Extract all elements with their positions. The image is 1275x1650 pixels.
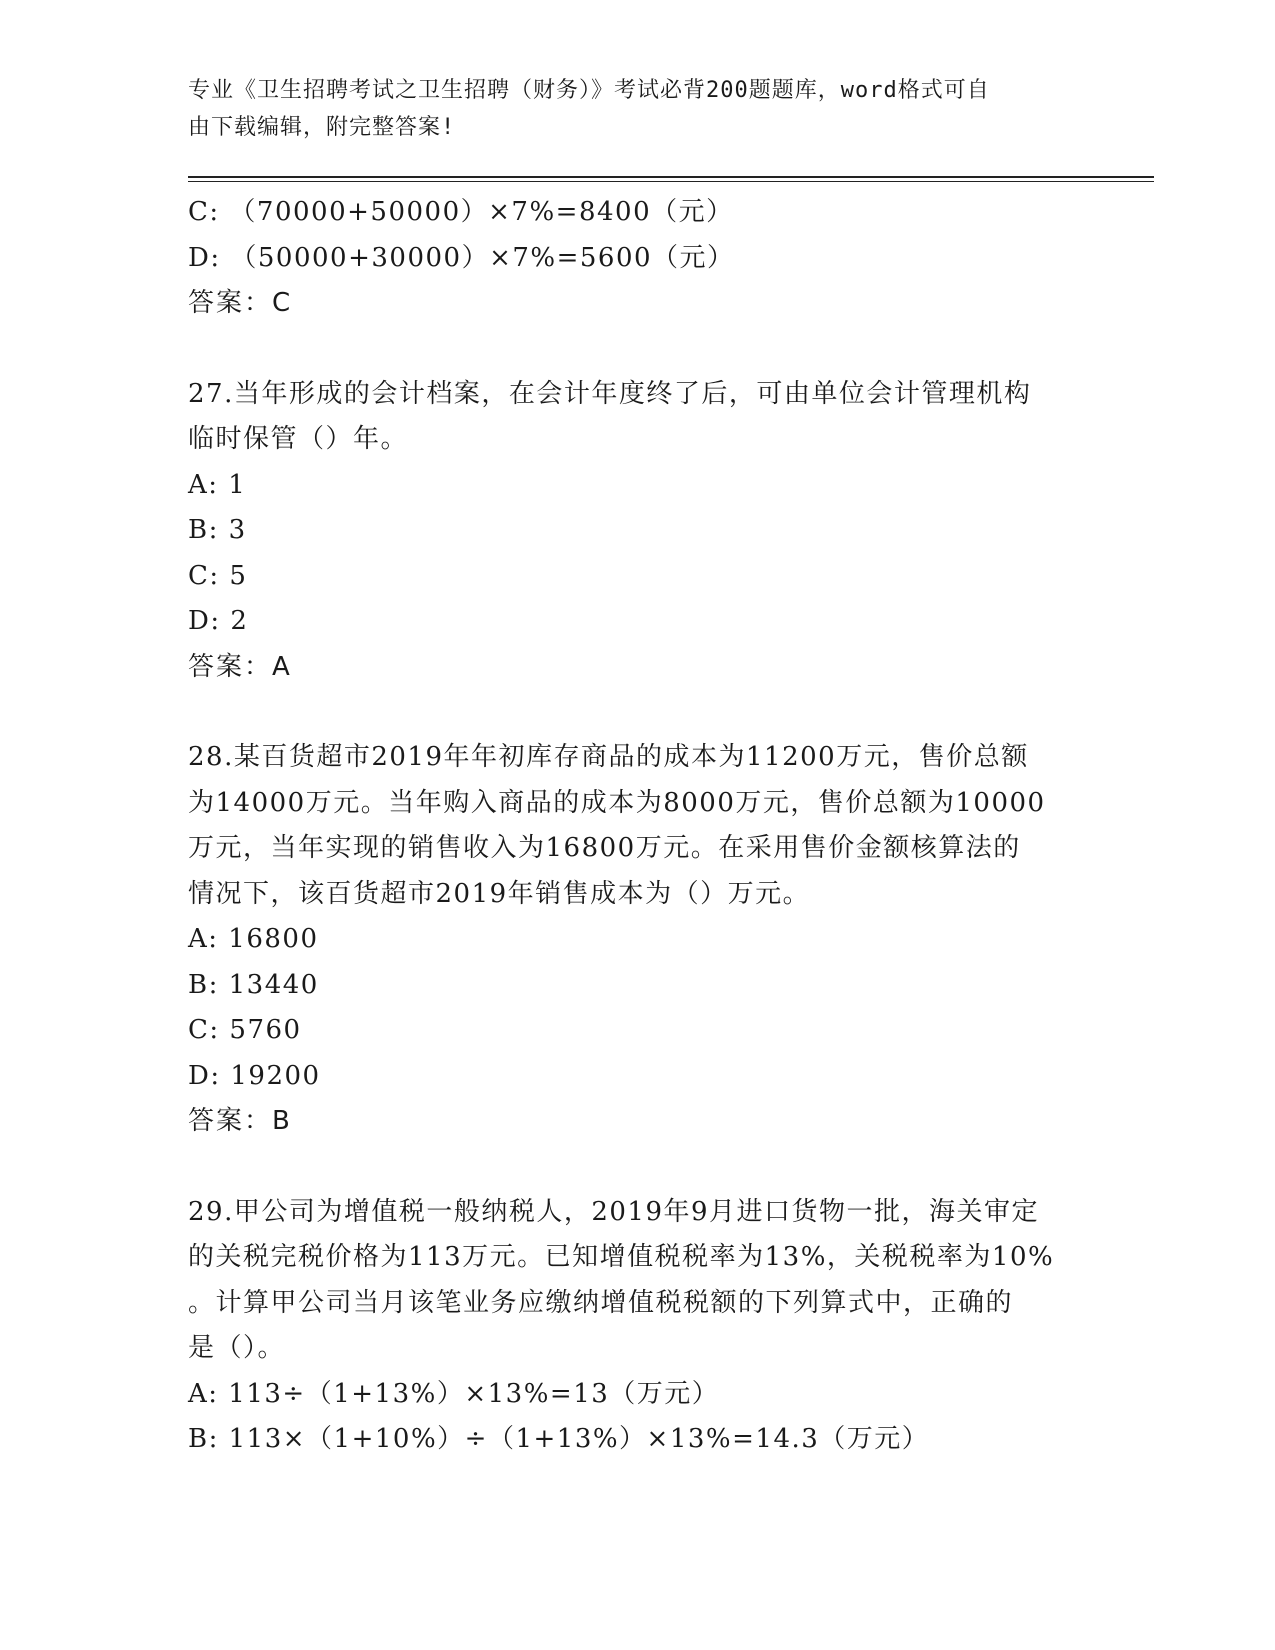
document-body [188,190,1088,1463]
option-a: A: 113÷（1+13%）×13%=13（万元） [188,1378,720,1409]
question-stem: 。计算甲公司当月该笔业务应缴纳增值税税额的下列算式中，正确的 [188,1287,1014,1318]
previous-question-tail [188,190,1088,327]
option-c: C: （70000+50000）×7%=8400（元） [188,197,734,227]
option-a: A: 16800 [188,924,319,954]
option-b: B: 113×（1+10%）÷（1+13%）×13%=14.3（万元） [188,1424,930,1454]
header-line-1: 专业《卫生招聘考试之卫生招聘（财务）》考试必背200题题库，word格式可自 [188,78,990,103]
header-divider [188,176,1154,178]
option-b: B: 13440 [188,969,319,1000]
option-d: D: （50000+30000）×7%=5600（元） [188,242,735,273]
option-d: D: 19200 [188,1060,321,1091]
option-c: C: 5760 [188,1015,302,1045]
question-stem: 的关税完税价格为113万元。已知增值税税率为13%，关税税率为10% [188,1242,1055,1272]
question-stem: 为14000万元。当年购入商品的成本为8000万元，售价总额为10000 [188,787,1046,818]
header-divider-thin [188,181,1154,182]
question-stem: 27.当年形成的会计档案，在会计年度终了后，可由单位会计管理机构 [188,378,1032,409]
answer: 答案：B [188,1106,292,1136]
question-stem: 万元，当年实现的销售收入为16800万元。在采用售价金额核算法的 [188,833,1021,863]
document-header [188,72,1088,146]
option-d: D: 2 [188,606,249,636]
question-28 [188,735,1088,1145]
option-b: B: 3 [188,515,247,545]
question-stem: 情况下，该百货超市2019年销售成本为（）万元。 [188,878,811,909]
question-stem: 临时保管（）年。 [188,424,409,454]
option-c: C: 5 [188,560,248,591]
question-stem: 是（）。 [188,1333,286,1363]
question-stem: 29.甲公司为增值税一般纳税人，2019年9月进口货物一批，海关审定 [188,1196,1040,1227]
header-line-2: 由下载编辑，附完整答案! [188,115,456,140]
question-29 [188,1190,1088,1463]
question-27 [188,372,1088,691]
answer: 答案：A [188,651,292,682]
question-stem: 28.某百货超市2019年年初库存商品的成本为11200万元，售价总额 [188,742,1029,772]
option-a: A: 1 [188,469,247,500]
answer: 答案：C [188,288,293,318]
